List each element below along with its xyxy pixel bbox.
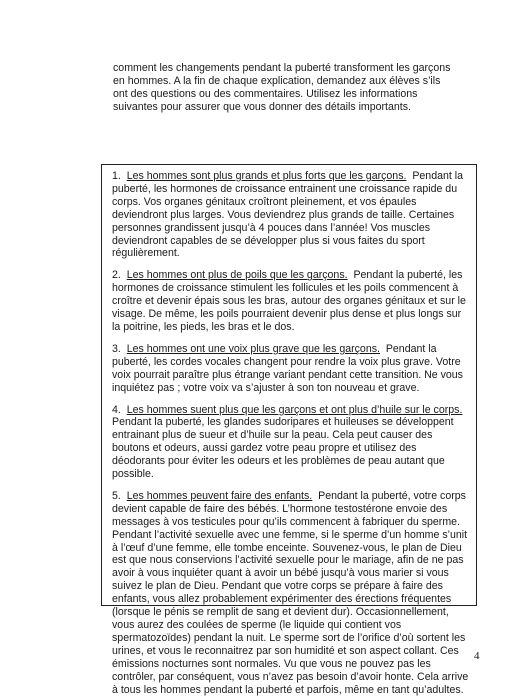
page-number: 4 [474, 650, 480, 662]
fact-number: 2. [112, 269, 121, 282]
fact-number: 5. [112, 489, 121, 502]
fact-item-2 [112, 269, 470, 334]
fact-heading: Les hommes ont une voix plus grave que les garçons. [126, 342, 380, 355]
fact-text: Pendant la puberté, les cordes vocales changent pour rendre la voix plus grave. Votre voix pourrait paraître plus étrange variant pendant cette transition. Ne vous inquiétez pas ; votre voix va s’ajuster à son ton nouveau et grave. [112, 342, 463, 394]
fact-heading: Les hommes ont plus de poils que les garçons. [126, 269, 348, 282]
puberty-facts-box [101, 164, 477, 696]
fact-heading: Les hommes suent plus que les garçons et ont plus d’huile sur le corps. [126, 403, 463, 416]
fact-item-4 [112, 404, 470, 481]
fact-text: Pendant la puberté, les hormones de croissance stimulent les follicules et les poils commencent à croître et devenir épais sous les bras, autour des organes génitaux et sur le visage. De même, les poils pourraient devenir plus dense et plus longs sur la poitrine, les pieds, les bras et le dos. [112, 269, 466, 333]
intro-paragraph: comment les changements pendant la puberté transforment les garçons en hommes. A la fin de chaque explication, demandez aux élèves s’ils ont des questions ou des commentaires. Utilisez les informations suivantes pour assurer que vous donner des détails importants. [113, 62, 451, 113]
fact-number: 4. [112, 403, 121, 416]
fact-text: Pendant la puberté, les glandes sudoripares et huileuses se développent entrainant plus de sueur et d’huile sur la peau. Cela peut causer des boutons et odeurs, aussi gardez votre peau propre et utilisez des déodorants pour éviter les odeurs et les problèmes de peau autant que possible. [112, 416, 454, 481]
fact-number: 1. [112, 170, 121, 182]
fact-heading: Les hommes sont plus grands et plus forts que les garçons. [126, 170, 407, 182]
fact-text: Pendant la puberté, les hormones de croissance entrainent une croissance rapide du corps. Vos organes génitaux croîtront pleinement, et vos épaules deviendront plus larges. Vous deviendrez plus grands de taille. Certaines personnes grandissent jusqu’à 4 pouces dans l’année! Vos muscles deviendront capables de se développer plus si vous faites du sport régulièrement. [112, 170, 464, 260]
fact-item-3 [112, 343, 470, 395]
fact-item-1 [112, 170, 470, 260]
fact-item-5 [112, 490, 470, 696]
fact-heading: Les hommes peuvent faire des enfants. [126, 489, 313, 502]
fact-text: Pendant la puberté, votre corps devient capable de faire des bébés. L’hormone testostérone envoie des messages à vos testicules pour qu’ils commencent à fabriquer du sperme. Pendant l’activité sexuelle avec une femme, si le sperme d’un homme s’unit à l’œuf d’une femme, elle tombe enceinte. Souvenez-vous, le plan de Dieu est que nous conservions l’activité sexuelle pour le mariage, afin de ne pas avoir à vous inquiéter quant à avoir un bébé jusqu’à vous marier si vous suivez le plan de Dieu. Pendant que votre corps se prépare à faire des enfants, vous allez probablement expérimenter des érections fréquentes (lorsque le pénis se remplit de sang et devient dur). Occasionnellement, vous aurez des coulées de sperme (le liquide qui contient vos spermatozoïdes) pendant la nuit. Le sperme sort de l’orifice d’où sortent les urines, et vous le reconnaitrez par son humidité et son aspect collant. Ces émissions nocturnes sont normales. Vu que vous ne pouvez pas les contrôler, par conséquent, vous n’avez pas besoin d’avoir honte. Cela arrive à tous les hommes pendant la puberté et parfois, même en tant qu’adultes. [112, 489, 469, 696]
fact-number: 3. [112, 342, 121, 355]
